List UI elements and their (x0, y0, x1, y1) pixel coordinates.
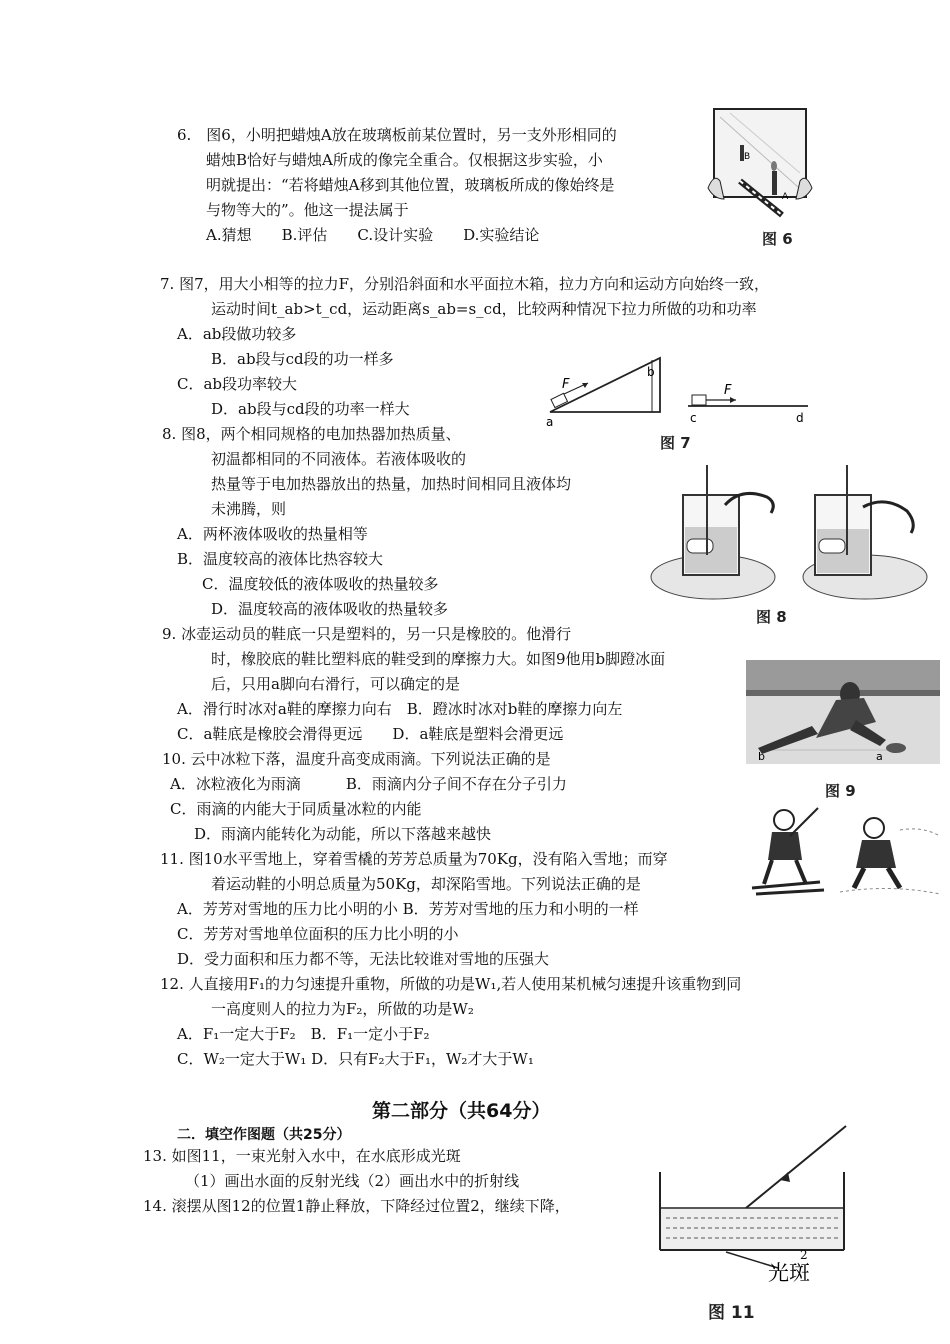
figure-7-label-c: c (690, 411, 697, 425)
q11-option-d: D．受力面积和压力都不等，无法比较谁对雪地的压强大 (177, 950, 550, 968)
figure-8-caption: 图 8 (756, 608, 787, 626)
q12-options-ab: A．F₁一定大于F₂ B．F₁一定小于F₂ (177, 1025, 430, 1043)
q6-line3: 明就提出：“若将蜡烛A移到其他位置，玻璃板所成的像始终是 (206, 176, 615, 194)
q10-option-c: C．雨滴的内能大于同质量冰粒的内能 (170, 800, 422, 818)
q10-option-d: D．雨滴内能转化为动能，所以下落越来越快 (194, 825, 492, 843)
figure-9-label-b: b (758, 750, 765, 763)
figure-6-label-b: B (744, 152, 751, 162)
page-number: 2 (800, 1248, 808, 1262)
q6-line1: 6. 图6，小明把蜡烛A放在玻璃板前某位置时，另一支外形相同的 (177, 126, 617, 144)
figure-11-light-into-water (650, 1122, 850, 1312)
q6-line4: 与物等大的”。他这一提法属于 (206, 201, 409, 219)
q11-option-c: C．芳芳对雪地单位面积的压力比小明的小 (177, 925, 459, 943)
q7-option-c: C．ab段功率较大 (177, 375, 298, 393)
q8-line4: 未沸腾，则 (211, 500, 287, 518)
q13-line2: （1）画出水面的反射光线（2）画出水中的折射线 (185, 1172, 520, 1190)
figure-7-force-label-1: F (562, 377, 570, 392)
figure-11-caption: 图 11 (708, 1303, 755, 1323)
figure-7-label-a: a (546, 415, 554, 429)
q12-line1: 12. 人直接用F₁的力匀速提升重物，所做的功是W₁,若人使用某机械匀速提升该重物到同 (160, 975, 742, 993)
part2-section-heading: 二．填空作图题（共25分） (177, 1127, 351, 1143)
figure-11-spot-label: 光斑 (768, 1261, 810, 1285)
figure-6-label-a: A (782, 192, 789, 202)
q10-options-ab: A．冰粒液化为雨滴 B．雨滴内分子间不存在分子引力 (170, 775, 567, 793)
figure-7-label-d: d (796, 411, 804, 425)
q11-line1: 11. 图10水平雪地上，穿着雪橇的芳芳总质量为70Kg，没有陷入雪地；而穿 (160, 850, 668, 868)
q11-options-ab: A．芳芳对雪地的压力比小明的小 B．芳芳对雪地的压力和小明的一样 (177, 900, 639, 918)
q8-option-d: D．温度较高的液体吸收的热量较多 (211, 600, 449, 618)
figure-7-label-b: b (647, 365, 655, 379)
q9-line2: 时，橡胶底的鞋比塑料底的鞋受到的摩擦力大。如图9他用b脚蹬冰面 (211, 650, 666, 668)
q6-line2: 蜡烛B恰好与蜡烛A所成的像完全重合。仅根据这步实验，小 (206, 151, 603, 169)
figure-9-curling-photo (746, 660, 940, 764)
q11-line2: 着运动鞋的小明总质量为50Kg，却深陷雪地。下列说法正确的是 (211, 875, 641, 893)
figure-9-label-a: a (876, 750, 883, 763)
q9-line1: 9. 冰壶运动员的鞋底一只是塑料的，另一只是橡胶的。他滑行 (162, 625, 572, 643)
q7-line2: 运动时间t_ab>t_cd，运动距离s_ab=s_cd，比较两种情况下拉力所做的功和功率 (211, 300, 757, 318)
q7-option-b: B．ab段与cd段的功一样多 (211, 350, 394, 368)
figure-10-snow-figures (750, 800, 942, 900)
figure-7-force-label-2: F (724, 383, 732, 398)
figure-7-caption: 图 7 (660, 434, 691, 452)
q8-line3: 热量等于电加热器放出的热量，加热时间相同且液体均 (211, 475, 572, 493)
figure-7-incline-and-plane (540, 350, 820, 435)
q8-line2: 初温都相同的不同液体。若液体吸收的 (211, 450, 467, 468)
q14-line1: 14. 滚摆从图12的位置1静止释放，下降经过位置2，继续下降， (143, 1197, 570, 1215)
q8-option-b: B．温度较高的液体比热容较大 (177, 550, 384, 568)
q9-line3: 后，只用a脚向右滑行，可以确定的是 (211, 675, 460, 693)
q8-option-a: A．两杯液体吸收的热量相等 (177, 525, 368, 543)
q10-line1: 10. 云中冰粒下落，温度升高变成雨滴。下列说法正确的是 (162, 750, 551, 768)
figure-9-caption: 图 9 (825, 782, 856, 800)
q7-option-d: D．ab段与cd段的功率一样大 (211, 400, 410, 418)
part2-title: 第二部分（共64分） (372, 1100, 551, 1122)
q13-line1: 13. 如图11，一束光射入水中，在水底形成光斑 (143, 1147, 461, 1165)
q7-line1: 7. 图7，用大小相等的拉力F，分别沿斜面和水平面拉木箱，拉力方向和运动方向始终一致， (160, 275, 770, 293)
q12-options-cd: C．W₂一定大于W₁ D．只有F₂大于F₁，W₂才大于W₁ (177, 1050, 534, 1068)
q7-option-a: A．ab段做功较多 (177, 325, 297, 343)
q12-line2: 一高度则人的拉力为F₂，所做的功是W₂ (211, 1000, 474, 1018)
figure-6-caption: 图 6 (762, 230, 793, 248)
figure-8-beakers-heaters (645, 465, 940, 605)
q8-line1: 8. 图8，两个相同规格的电加热器加热质量、 (162, 425, 461, 443)
q9-options-cd: C．a鞋底是橡胶会滑得更远 D．a鞋底是塑料会滑更远 (177, 725, 564, 743)
q8-option-c: C．温度较低的液体吸收的热量较多 (202, 575, 439, 593)
q9-options-ab: A．滑行时冰对a鞋的摩擦力向右 B．蹬冰时冰对b鞋的摩擦力向左 (177, 700, 623, 718)
q6-options: A.猜想 B.评估 C.设计实验 D.实验结论 (206, 226, 540, 244)
